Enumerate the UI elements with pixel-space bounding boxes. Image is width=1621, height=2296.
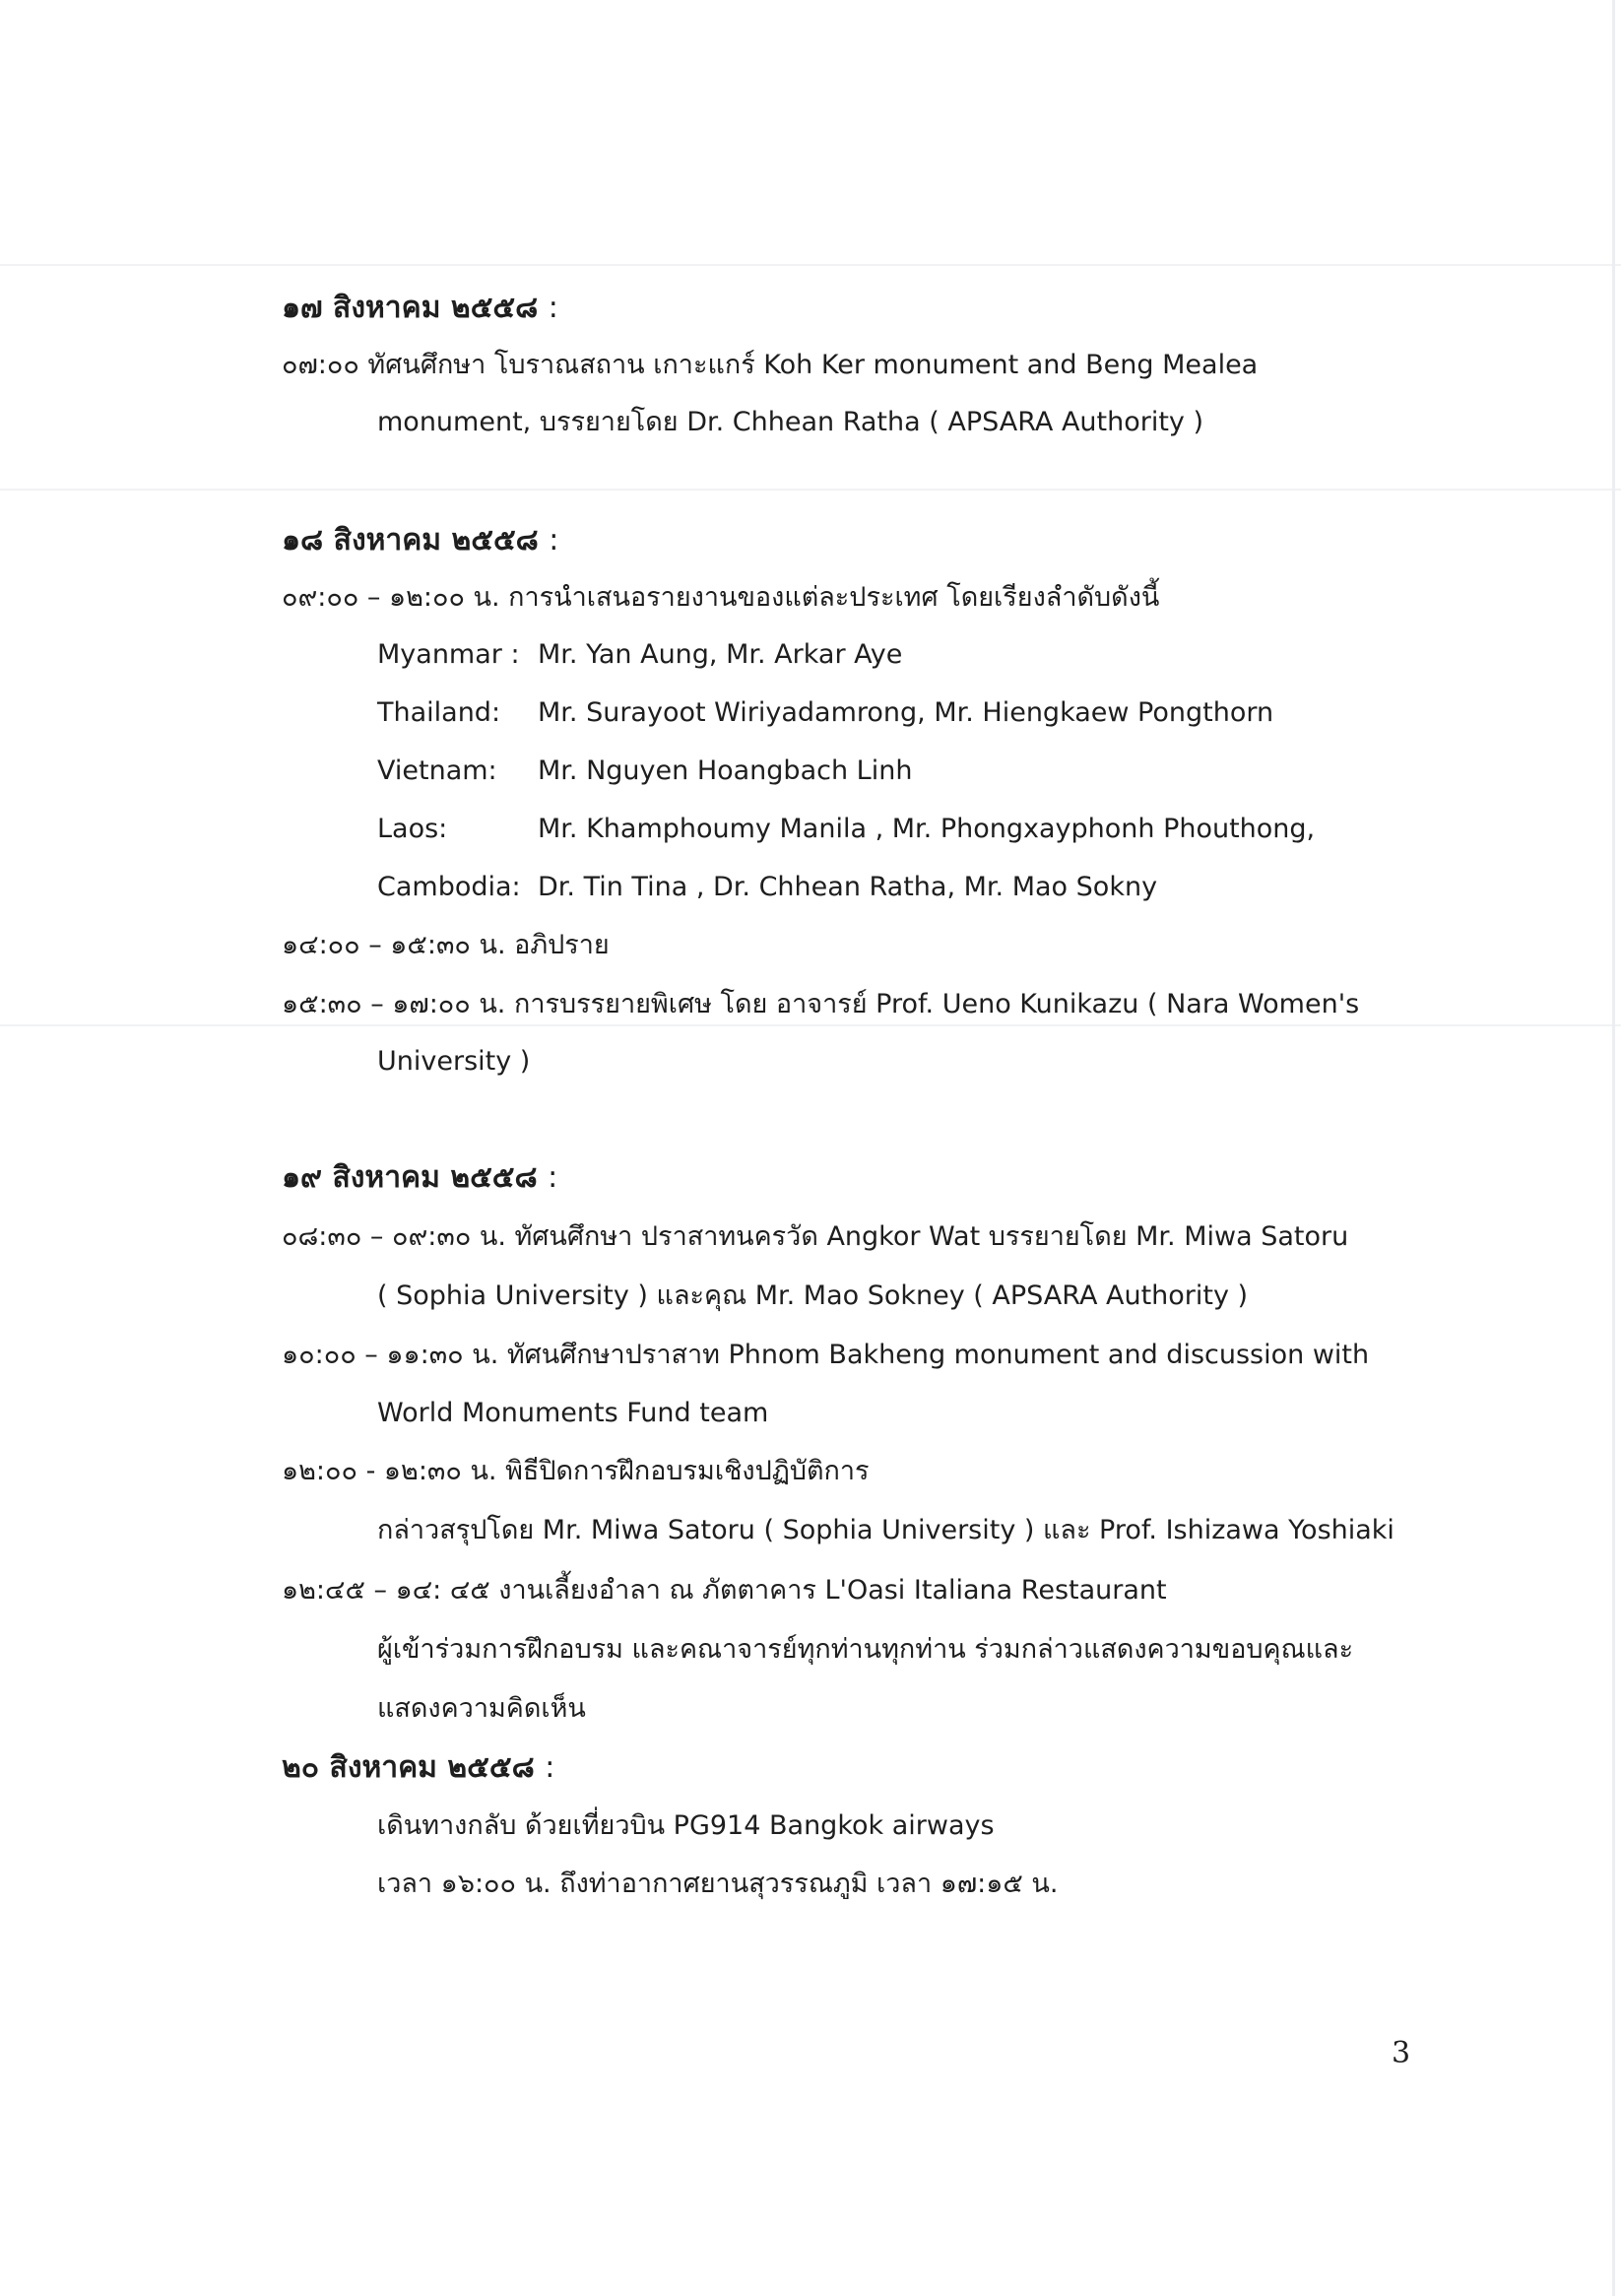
schedule-line: monument, บรรยายโดย Dr. Chhean Ratha ( APSARA Authority ): [377, 407, 1204, 437]
schedule-line: World Monuments Fund team: [377, 1398, 769, 1428]
scan-band: [0, 264, 1621, 266]
country-label: Thailand:: [377, 697, 501, 728]
schedule-line: ผู้เข้าร่วมการฝึกอบรม และคณาจารย์ทุกท่านทุกท่าน ร่วมกล่าวแสดงความขอบคุณและ: [377, 1634, 1354, 1665]
date-heading-19: [282, 1159, 557, 1197]
participant-names: Mr. Khamphoumy Manila , Mr. Phongxayphonh Phouthong,: [538, 814, 1316, 844]
participant-names: Mr. Surayoot Wiriyadamrong, Mr. Hiengkaew Pongthorn: [538, 697, 1274, 728]
participant-names: Mr. Yan Aung, Mr. Arkar Aye: [538, 639, 903, 670]
schedule-line: ( Sophia University ) และคุณ Mr. Mao Sokney ( APSARA Authority ): [377, 1280, 1249, 1311]
date-heading-17: [282, 290, 558, 327]
date-text: ๑๘ สิงหาคม ๒๕๕๘: [282, 523, 539, 558]
date-heading-20: [282, 1749, 554, 1787]
schedule-line: ๑๕:๓๐ – ๑๗:๐๐ น. การบรรยายพิเศษ โดย อาจารย์ Prof. Ueno Kunikazu ( Nara Women's: [282, 989, 1360, 1019]
country-label: Myanmar :: [377, 639, 520, 670]
schedule-line: ๐๙:๐๐ – ๑๒:๐๐ น. การนำเสนอรายงานของแต่ละประเทศ โดยเรียงลำดับดังนี้: [282, 582, 1160, 613]
participant-names: Dr. Tin Tina , Dr. Chhean Ratha, Mr. Mao Sokny: [538, 872, 1158, 902]
schedule-line: ๑๐:๐๐ – ๑๑:๓๐ น. ทัศนศึกษาปราสาท Phnom Bakheng monument and discussion with: [282, 1340, 1370, 1370]
page-number: 3: [1392, 2036, 1411, 2070]
schedule-line: เดินทางกลับ ด้วยเที่ยวบิน PG914 Bangkok airways: [377, 1810, 995, 1841]
schedule-line: ๑๔:๐๐ – ๑๕:๓๐ น. อภิปราย: [282, 930, 610, 960]
schedule-line: University ): [377, 1046, 531, 1077]
schedule-line: ๑๒:๐๐ - ๑๒:๓๐ น. พิธีปิดการฝึกอบรมเชิงปฏิบัติการ: [282, 1456, 870, 1486]
participant-names: Mr. Nguyen Hoangbach Linh: [538, 755, 913, 786]
colon: :: [548, 291, 558, 325]
schedule-line: เวลา ๑๖:๐๐ น. ถึงท่าอากาศยานสุวรรณภูมิ เวลา ๑๗:๑๕ น.: [377, 1869, 1059, 1899]
scan-edge: [1612, 0, 1615, 2296]
scan-band: [0, 489, 1621, 491]
colon: :: [549, 523, 559, 558]
colon: :: [548, 1160, 558, 1195]
schedule-line: ๐๘:๓๐ – ๐๙:๓๐ น. ทัศนศึกษา ปราสาทนครวัด Angkor Wat บรรยายโดย Mr. Miwa Satoru: [282, 1221, 1349, 1252]
date-text: ๑๙ สิงหาคม ๒๕๕๘: [282, 1160, 538, 1195]
schedule-line: ๑๒:๔๕ – ๑๔: ๔๕ งานเลี้ยงอำลา ณ ภัตตาคาร L'Oasi Italiana Restaurant: [282, 1575, 1167, 1606]
country-label: Vietnam:: [377, 755, 497, 786]
schedule-line: กล่าวสรุปโดย Mr. Miwa Satoru ( Sophia University ) และ Prof. Ishizawa Yoshiaki: [377, 1515, 1394, 1545]
date-text: ๑๗ สิงหาคม ๒๕๕๘: [282, 291, 539, 325]
date-text: ๒๐ สิงหาคม ๒๕๕๘: [282, 1750, 535, 1785]
country-label: Cambodia:: [377, 872, 521, 902]
schedule-line: ๐๗:๐๐ ทัศนศึกษา โบราณสถาน เกาะแกร์ Koh Ker monument and Beng Mealea: [282, 350, 1259, 380]
country-label: Laos:: [377, 814, 448, 844]
schedule-line: แสดงความคิดเห็น: [377, 1693, 586, 1724]
scan-band: [0, 1024, 1621, 1026]
colon: :: [545, 1750, 555, 1785]
date-heading-18: [282, 522, 558, 559]
